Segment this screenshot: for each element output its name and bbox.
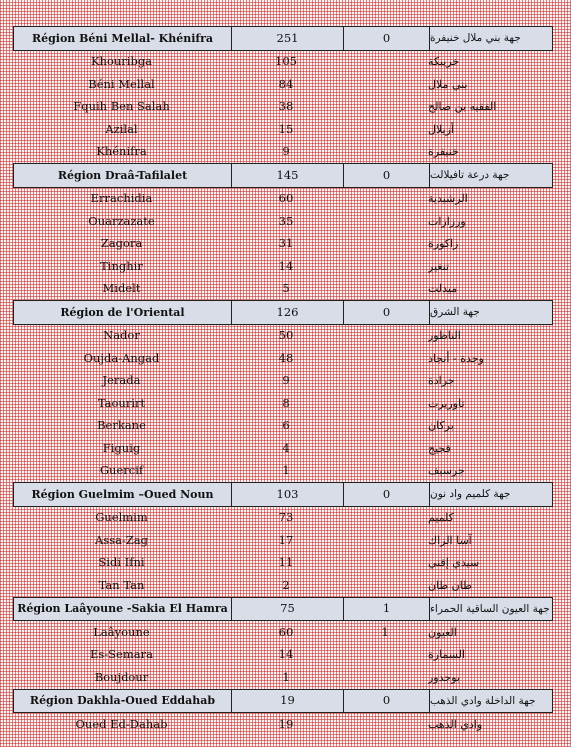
province-name: Boujdour bbox=[94, 669, 149, 684]
province-name-arabic: زاكورة bbox=[428, 237, 459, 251]
region-total: 103 bbox=[231, 483, 343, 506]
province-total: 11 bbox=[278, 555, 294, 569]
province-second-count bbox=[342, 188, 428, 211]
province-total: 14 bbox=[278, 647, 294, 661]
province-total: 48 bbox=[278, 350, 294, 365]
province-second-count bbox=[342, 233, 428, 256]
region-name: Région Béni Mellal- Khénifra bbox=[31, 31, 214, 45]
province-total: 35 bbox=[278, 213, 294, 228]
province-name-arabic: بركان bbox=[428, 419, 454, 433]
region-name-arabic: جهة الداخلة وادي الذهب bbox=[429, 690, 554, 713]
province-name: Oujda-Angad bbox=[83, 350, 160, 365]
province-row bbox=[13, 118, 553, 141]
province-name: Khénifra bbox=[96, 144, 147, 158]
region-name-arabic: جهة كلميم واد نون bbox=[429, 483, 554, 506]
province-row bbox=[13, 96, 553, 119]
province-name: Midelt bbox=[102, 281, 141, 295]
region-header-row bbox=[13, 300, 553, 325]
province-total: 5 bbox=[282, 281, 290, 295]
province-row bbox=[13, 255, 553, 278]
province-row bbox=[13, 507, 553, 530]
region-name-arabic: جهة العيون الساقية الحمراء bbox=[429, 598, 554, 621]
province-total: 105 bbox=[275, 54, 297, 68]
province-name: Errachidia bbox=[90, 191, 153, 205]
province-name: Es-Semara bbox=[90, 647, 153, 661]
province-name-arabic: جرسيف bbox=[428, 464, 465, 478]
province-name: Ouarzazate bbox=[88, 213, 155, 228]
region-name: Région Dakhla-Oued Eddahab bbox=[29, 694, 216, 708]
province-name: Nador bbox=[103, 328, 140, 342]
province-second-count bbox=[342, 118, 428, 141]
province-row bbox=[13, 188, 553, 211]
province-row bbox=[13, 370, 553, 393]
province-total: 1 bbox=[282, 669, 290, 684]
region-name: Région Draâ-Tafilalet bbox=[57, 168, 188, 182]
province-name: Assa-Zag bbox=[94, 532, 149, 547]
province-second-count bbox=[342, 713, 428, 736]
province-row bbox=[13, 141, 553, 164]
province-row bbox=[13, 233, 553, 256]
province-total: 1 bbox=[282, 463, 290, 477]
province-second-count bbox=[342, 141, 428, 164]
province-row bbox=[13, 552, 553, 575]
province-second-count bbox=[342, 666, 428, 689]
region-header-row bbox=[13, 163, 553, 188]
province-total: 15 bbox=[278, 121, 294, 136]
province-row bbox=[13, 51, 553, 74]
province-name: Tan Tan bbox=[98, 577, 145, 592]
province-name-arabic: وجدة - أنجاد bbox=[428, 351, 484, 365]
region-header-row bbox=[13, 482, 553, 507]
region-header-row bbox=[13, 597, 553, 622]
province-row bbox=[13, 713, 553, 736]
region-second-count: 0 bbox=[343, 483, 429, 506]
province-name: Fquih Ben Salah bbox=[73, 99, 170, 113]
province-total: 14 bbox=[278, 258, 294, 273]
province-row bbox=[13, 644, 553, 667]
province-name-arabic: الرشيدية bbox=[428, 192, 468, 206]
region-name: Région Guelmim –Oued Noun bbox=[31, 487, 214, 501]
province-name-arabic: آسا الزاك bbox=[428, 533, 472, 547]
province-name-arabic: وادي الذهب bbox=[428, 717, 483, 731]
province-name: Zagora bbox=[100, 236, 143, 250]
region-total: 251 bbox=[231, 27, 343, 50]
province-name: Tinghir bbox=[100, 258, 143, 273]
province-name-arabic: خنيفرة bbox=[428, 145, 459, 159]
province-name-arabic: بني ملال bbox=[428, 77, 468, 91]
province-total: 9 bbox=[282, 144, 290, 158]
region-name-arabic: جهة درعة تافيلالت bbox=[429, 164, 554, 187]
province-name-arabic: ورزازات bbox=[428, 214, 466, 228]
province-second-count bbox=[342, 460, 428, 483]
province-second-count bbox=[342, 96, 428, 119]
province-name: Oued Ed-Dahab bbox=[75, 716, 168, 731]
region-total: 126 bbox=[231, 301, 343, 324]
region-second-count: 1 bbox=[343, 598, 429, 621]
province-row bbox=[13, 437, 553, 460]
province-name: Laâyoune bbox=[93, 624, 150, 639]
province-second-count bbox=[342, 210, 428, 233]
province-total: 19 bbox=[278, 716, 294, 731]
province-total: 31 bbox=[278, 236, 294, 250]
province-name-arabic: بوجدور bbox=[428, 670, 460, 684]
province-second-count bbox=[342, 73, 428, 96]
province-second-count: 1 bbox=[381, 624, 389, 639]
province-row bbox=[13, 666, 553, 689]
province-total: 73 bbox=[278, 510, 294, 524]
province-name: Guelmim bbox=[95, 510, 148, 524]
province-name: Jerada bbox=[102, 373, 141, 387]
region-second-count: 0 bbox=[343, 27, 429, 50]
region-name: Région de l'Oriental bbox=[60, 305, 185, 319]
province-name-arabic: أزيلال bbox=[428, 122, 454, 136]
province-second-count bbox=[342, 437, 428, 460]
province-total: 60 bbox=[278, 624, 294, 639]
region-name: Région Laâyoune -Sakia El Hamra bbox=[17, 602, 228, 616]
province-second-count bbox=[342, 644, 428, 667]
province-name: Sidi Ifni bbox=[98, 555, 145, 569]
province-second-count bbox=[342, 574, 428, 597]
province-second-count bbox=[342, 507, 428, 530]
province-row bbox=[13, 621, 553, 644]
province-second-count bbox=[342, 392, 428, 415]
province-name-arabic: جرادة bbox=[428, 374, 455, 388]
region-header-row bbox=[13, 689, 553, 714]
province-name: Béni Mellal bbox=[88, 76, 155, 91]
region-second-count: 0 bbox=[343, 690, 429, 713]
province-name-arabic: تاوريرت bbox=[428, 396, 465, 410]
region-total: 75 bbox=[231, 598, 343, 621]
province-second-count bbox=[342, 325, 428, 348]
province-name: Khouribga bbox=[90, 54, 153, 68]
province-second-count bbox=[342, 529, 428, 552]
province-second-count bbox=[342, 255, 428, 278]
province-name: Guercif bbox=[99, 463, 144, 477]
province-row bbox=[13, 415, 553, 438]
province-name-arabic: كلميم bbox=[428, 511, 454, 525]
province-name: Taourirt bbox=[97, 395, 146, 410]
province-row bbox=[13, 210, 553, 233]
province-name-arabic: الناظور bbox=[428, 329, 461, 343]
province-total: 4 bbox=[282, 440, 290, 455]
province-name-arabic: طان طان bbox=[428, 578, 472, 592]
province-name-arabic: سيدي إفني bbox=[428, 556, 480, 570]
province-row bbox=[13, 529, 553, 552]
province-row bbox=[13, 460, 553, 483]
region-second-count: 0 bbox=[343, 164, 429, 187]
province-total: 60 bbox=[278, 191, 294, 205]
province-name: Figuig bbox=[102, 440, 141, 455]
province-name: Berkane bbox=[97, 418, 146, 432]
region-total: 19 bbox=[231, 690, 343, 713]
province-second-count bbox=[342, 347, 428, 370]
province-name: Azilal bbox=[105, 121, 138, 136]
province-row bbox=[13, 73, 553, 96]
province-name-arabic: تنغير bbox=[428, 259, 450, 273]
province-name-arabic: خريبكة bbox=[428, 55, 460, 69]
region-second-count: 0 bbox=[343, 301, 429, 324]
province-total: 9 bbox=[282, 373, 290, 387]
province-row bbox=[13, 325, 553, 348]
province-total: 84 bbox=[278, 76, 294, 91]
province-total: 17 bbox=[278, 532, 294, 547]
statistics-table bbox=[13, 26, 553, 736]
province-name-arabic: السمارة bbox=[428, 648, 466, 662]
province-row bbox=[13, 347, 553, 370]
province-name-arabic: ميدلت bbox=[428, 282, 458, 296]
province-total: 8 bbox=[282, 395, 290, 410]
province-second-count bbox=[342, 415, 428, 438]
region-name-arabic: جهة الشرق bbox=[429, 301, 554, 324]
province-name-arabic: فجيج bbox=[428, 441, 451, 455]
province-name-arabic: الفقيه بن صالح bbox=[428, 100, 497, 114]
region-header-row bbox=[13, 26, 553, 51]
region-total: 145 bbox=[231, 164, 343, 187]
province-row bbox=[13, 392, 553, 415]
province-total: 2 bbox=[282, 577, 290, 592]
province-second-count bbox=[342, 51, 428, 74]
region-name-arabic: جهة بني ملال خنيفرة bbox=[429, 27, 554, 50]
province-row bbox=[13, 278, 553, 301]
province-total: 38 bbox=[278, 99, 294, 113]
province-second-count bbox=[342, 370, 428, 393]
province-second-count bbox=[342, 552, 428, 575]
province-name-arabic: العيون bbox=[428, 625, 457, 639]
province-second-count bbox=[342, 278, 428, 301]
province-total: 50 bbox=[278, 328, 294, 342]
province-row bbox=[13, 574, 553, 597]
province-total: 6 bbox=[282, 418, 290, 432]
